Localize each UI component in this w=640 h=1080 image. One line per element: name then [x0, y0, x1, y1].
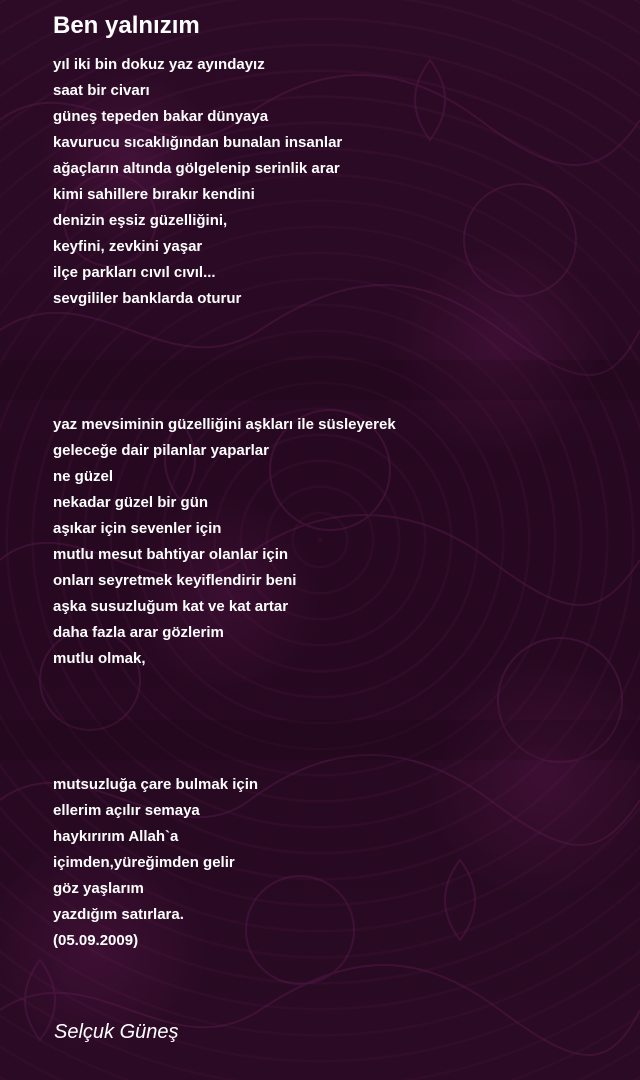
poem-line: kimi sahillere bırakır kendini: [53, 186, 255, 203]
stanza-divider: [0, 720, 640, 760]
poem-line: haykırırım Allah`a: [53, 828, 179, 845]
poem-line: yıl iki bin dokuz yaz ayındayız: [53, 56, 265, 73]
stanza: [53, 772, 258, 954]
stanza-divider: [0, 360, 640, 400]
poem-line: onları seyretmek keyiflendirir beni: [53, 572, 297, 589]
poem-line: mutsuzluğa çare bulmak için: [53, 776, 259, 793]
poem-line: göz yaşlarım: [53, 880, 144, 897]
poem-line: mutlu mesut bahtiyar olanlar için: [53, 546, 289, 563]
poem-line: ağaçların altında gölgelenip serinlik arar: [53, 160, 340, 177]
poem-line: ilçe parkları cıvıl cıvıl...: [53, 264, 216, 281]
poem-line: güneş tepeden bakar dünyaya: [53, 108, 269, 125]
poem-line: sevgililer banklarda oturur: [53, 290, 242, 307]
poem-line: aşka susuzluğum kat ve kat artar: [53, 598, 289, 615]
poem-line: ne güzel: [53, 468, 114, 485]
poem-author: Selçuk Güneş: [54, 1021, 179, 1043]
poem-line: kavurucu sıcaklığından bunalan insanlar: [53, 134, 343, 151]
poem-line: yaz mevsiminin güzelliğini aşkları ile süsleyerek: [53, 416, 396, 433]
poem-line: daha fazla arar gözlerim: [53, 624, 224, 641]
stanza: [53, 52, 342, 312]
poem-title: Ben yalnızım: [53, 12, 200, 39]
poem-line: yazdığım satırlara.: [53, 906, 184, 923]
poem-line: keyfini, zevkini yaşar: [53, 238, 203, 255]
poem-line: geleceğe dair pilanlar yaparlar: [53, 442, 269, 459]
poem-line: içimden,yüreğimden gelir: [53, 854, 235, 871]
poem-line: (05.09.2009): [53, 932, 139, 949]
poem-line: mutlu olmak,: [53, 650, 146, 667]
stanza: [53, 412, 396, 672]
poem-line: aşıkar için sevenler için: [53, 520, 222, 537]
poem-line: denizin eşsiz güzelliğini,: [53, 212, 228, 229]
poem-line: saat bir civarı: [53, 82, 150, 99]
poem-line: ellerim açılır semaya: [53, 802, 200, 819]
poem-line: nekadar güzel bir gün: [53, 494, 209, 511]
